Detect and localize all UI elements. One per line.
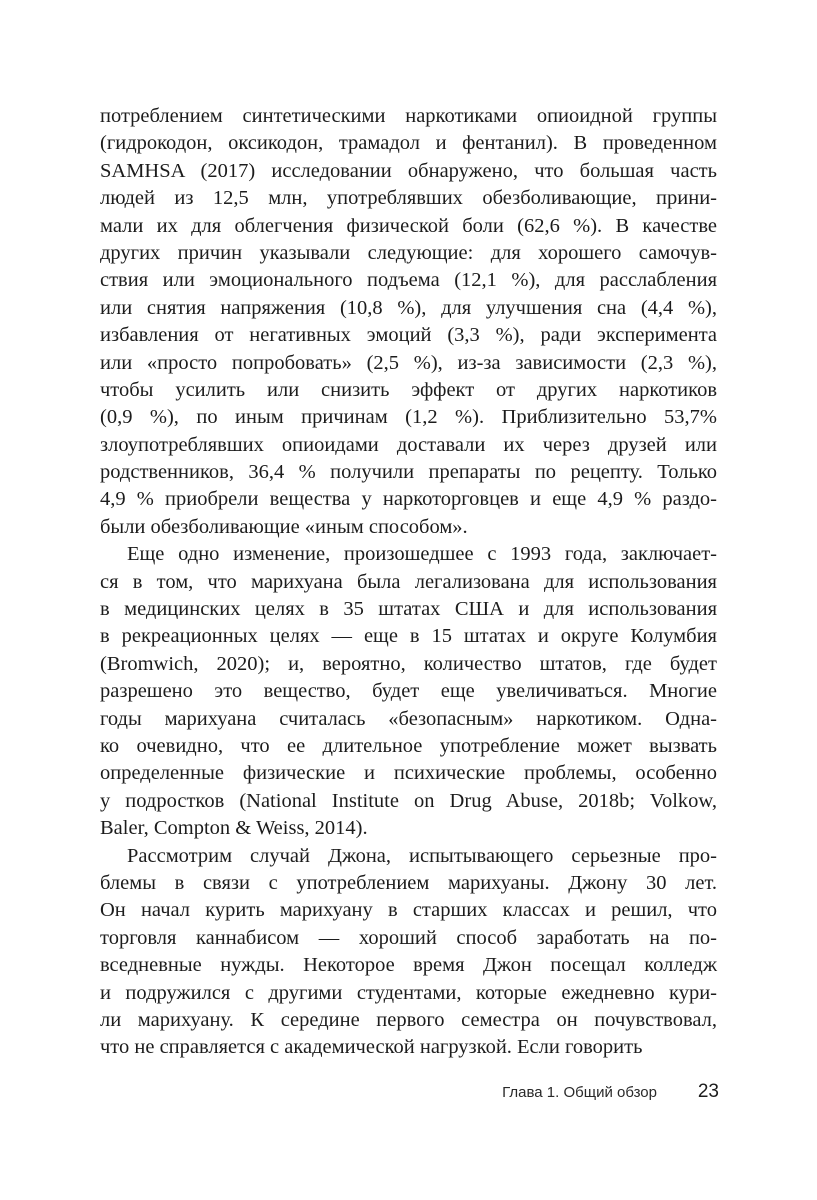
text-line: ли марихуану. К середине первого семестра он почувствовал,: [100, 1008, 717, 1031]
text-line: других причин указывали следующие: для хорошего самочув-: [100, 241, 717, 264]
text-line: Рассмотрим случай Джона, испытывающего серьезные про-: [127, 844, 717, 867]
text-line: в рекреационных целях — еще в 15 штатах и округе Колумбия: [100, 625, 717, 648]
body-text: [100, 103, 717, 1062]
text-line: (0,9 %), по иным причинам (1,2 %). Приблизительно 53,7%: [100, 406, 717, 429]
text-line: что не справляется с академической нагрузкой. Если говорить: [100, 1036, 643, 1059]
text-line: у подростков (National Institute on Drug Abuse, 2018b; Volkow,: [100, 789, 717, 812]
running-footer-chapter: Глава 1. Общий обзор: [502, 1084, 657, 1101]
page-footer: [0, 1081, 817, 1111]
text-line: Он начал курить марихуану в старших классах и решил, что: [100, 899, 717, 922]
text-line: были обезболивающие «иным способом».: [100, 515, 468, 538]
text-line: 4,9 % приобрели вещества у наркоторговцев и еще 4,9 % раздо-: [100, 488, 717, 511]
text-line: вседневные нужды. Некоторое время Джон посещал колледж: [100, 954, 717, 977]
text-line: мали их для облегчения физической боли (62,6 %). В качестве: [100, 214, 717, 237]
text-line: родственников, 36,4 % получили препараты по рецепту. Только: [100, 461, 717, 484]
text-line: людей из 12,5 млн, употреблявших обезболивающие, прини-: [100, 187, 717, 210]
paragraph: [100, 103, 717, 541]
paragraph: [100, 541, 717, 842]
text-line: (гидрокодон, оксикодон, трамадол и фентанил). В проведенном: [100, 132, 717, 155]
text-line: Baler, Compton & Weiss, 2014).: [100, 817, 368, 840]
text-line: или «просто попробовать» (2,5 %), из-за зависимости (2,3 %),: [100, 351, 717, 374]
text-line: в медицинских целях в 35 штатах США и для использования: [100, 598, 717, 621]
text-line: избавления от негативных эмоций (3,3 %), ради эксперимента: [100, 324, 717, 347]
text-line: или снятия напряжения (10,8 %), для улучшения сна (4,4 %),: [100, 296, 717, 319]
text-line: потреблением синтетическими наркотиками опиоидной группы: [100, 105, 717, 127]
page-number: 23: [697, 1081, 719, 1102]
text-line: ся в том, что марихуана была легализована для использования: [100, 570, 717, 593]
text-line: годы марихуана считалась «безопасным» наркотиком. Одна-: [100, 707, 717, 730]
text-line: ко очевидно, что ее длительное употребление может вызвать: [100, 734, 717, 757]
text-line: чтобы усилить или снизить эффект от других наркотиков: [100, 378, 717, 401]
text-line: и подружился с другими студентами, которые ежедневно кури-: [100, 981, 717, 1004]
text-line: торговля каннабисом — хороший способ заработать на по-: [100, 926, 717, 949]
text-line: определенные физические и психические проблемы, особенно: [100, 762, 717, 785]
text-line: блемы в связи с употреблением марихуаны. Джону 30 лет.: [100, 871, 717, 894]
text-line: Еще одно изменение, произошедшее с 1993 года, заключает-: [127, 543, 717, 566]
text-line: ствия или эмоционального подъема (12,1 %), для расслабления: [100, 269, 717, 292]
text-line: SAMHSA (2017) исследовании обнаружено, что большая часть: [100, 159, 717, 182]
text-line: (Bromwich, 2020); и, вероятно, количество штатов, где будет: [100, 652, 717, 675]
text-line: разрешено это вещество, будет еще увеличиваться. Многие: [100, 680, 717, 703]
paragraph: [100, 843, 717, 1062]
text-line: злоупотреблявших опиоидами доставали их через друзей или: [100, 433, 717, 456]
